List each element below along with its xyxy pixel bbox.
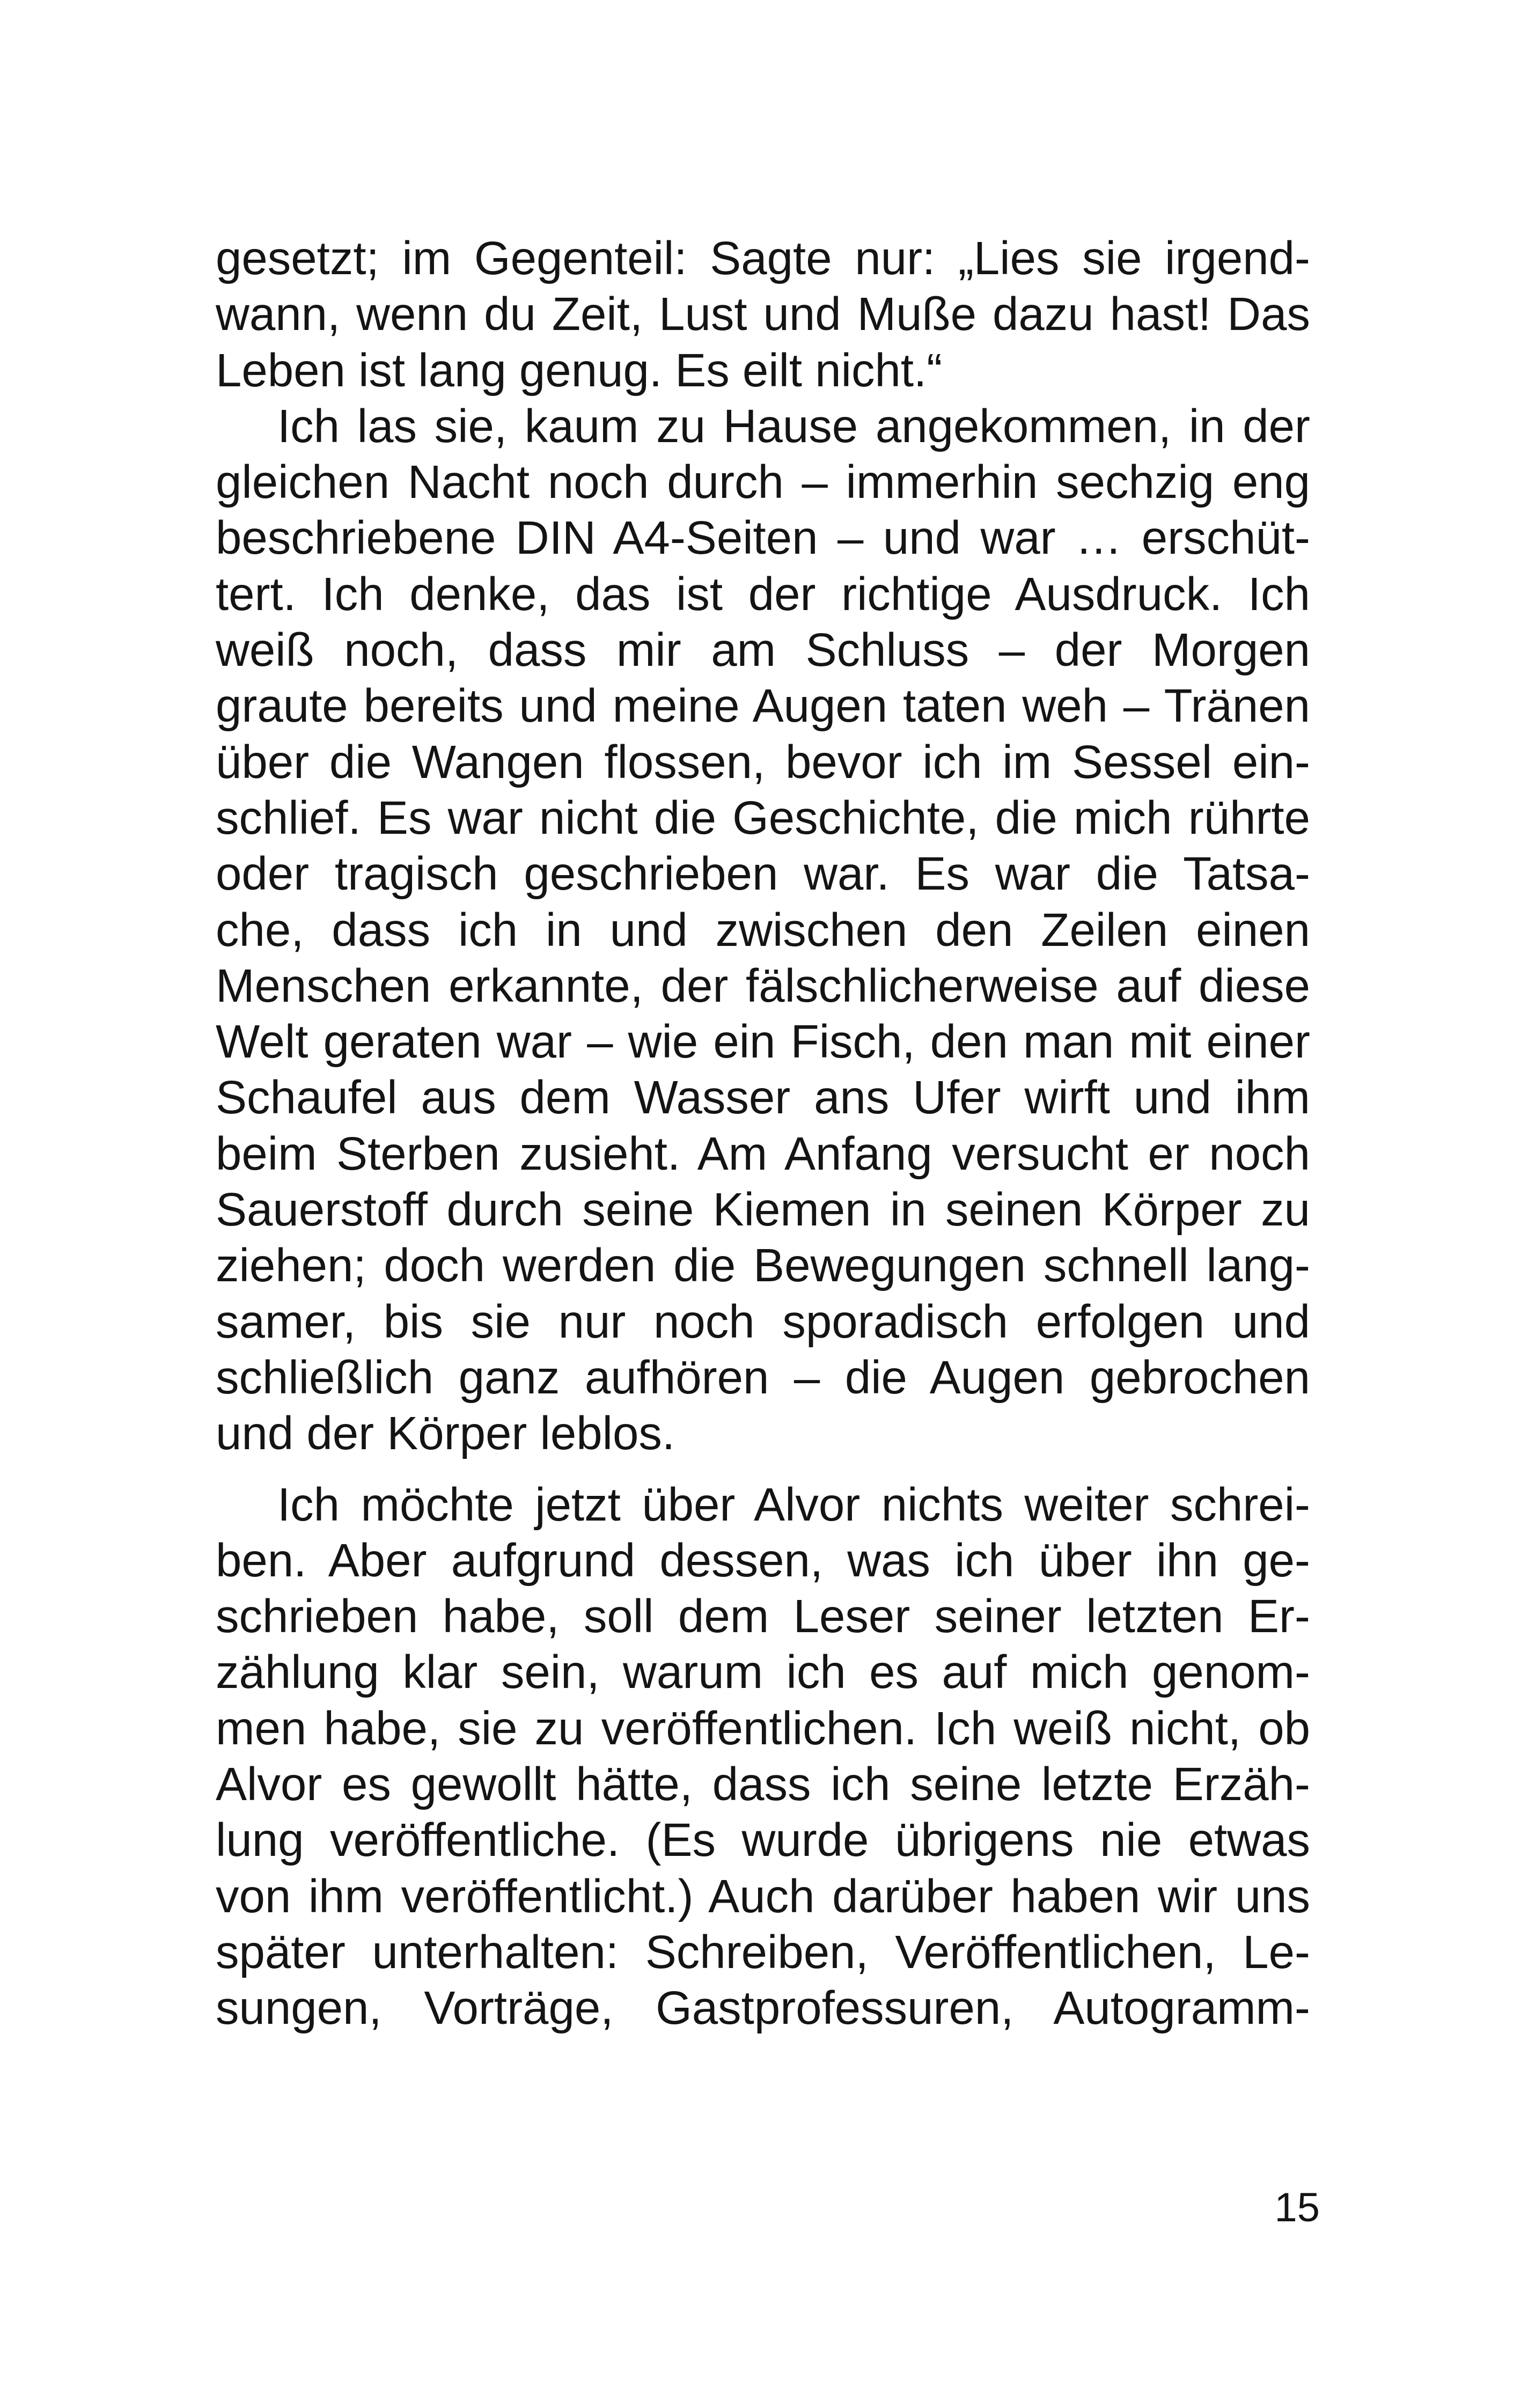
paragraph-3 xyxy=(216,1477,1310,2037)
text-line: schließlich ganz aufhören – die Augen gebrochen xyxy=(216,1351,1310,1404)
text-line: Ich möchte jetzt über Alvor nichts weiter schrei- xyxy=(277,1478,1310,1531)
text-line: Ich las sie, kaum zu Hause angekommen, in der xyxy=(277,400,1310,452)
text-line: Welt geraten war – wie ein Fisch, den man mit einer xyxy=(216,1016,1310,1068)
text-line: und der Körper leblos. xyxy=(216,1407,675,1460)
text-line: Leben ist lang genug. Es eilt nicht.“ xyxy=(216,344,943,397)
text-line: Alvor es gewollt hätte, dass ich seine letzte Erzäh- xyxy=(216,1758,1310,1811)
text-line: zählung klar sein, warum ich es auf mich genom- xyxy=(216,1646,1310,1699)
paragraph-2 xyxy=(216,399,1310,1462)
text-line: später unterhalten: Schreiben, Veröffentlichen, Le- xyxy=(216,1926,1310,1978)
text-line: ben. Aber aufgrund dessen, was ich über ihn ge- xyxy=(216,1534,1310,1587)
text-line: schlief. Es war nicht die Geschichte, die mich rührte xyxy=(216,791,1310,844)
text-line: beschriebene DIN A4-Seiten – und war … erschüt- xyxy=(216,512,1310,564)
text-line: che, dass ich in und zwischen den Zeilen einen xyxy=(216,904,1310,956)
text-line: lung veröffentliche. (Es wurde übrigens nie etwas xyxy=(216,1814,1310,1867)
text-line: von ihm veröffentlicht.) Auch darüber haben wir uns xyxy=(216,1870,1310,1922)
text-line: gesetzt; im Gegenteil: Sagte nur: „Lies sie irgend- xyxy=(216,232,1310,284)
text-line: ziehen; doch werden die Bewegungen schnell lang- xyxy=(216,1239,1310,1292)
text-line: samer, bis sie nur noch sporadisch erfolgen und xyxy=(216,1295,1310,1348)
text-line: weiß noch, dass mir am Schluss – der Morgen xyxy=(216,624,1310,677)
text-line: sungen, Vorträge, Gastprofessuren, Autogramm- xyxy=(216,1982,1310,2035)
text-line: beim Sterben zusieht. Am Anfang versucht er noch xyxy=(216,1127,1310,1180)
text-line: über die Wangen flossen, bevor ich im Sessel ein- xyxy=(216,736,1310,788)
body-text xyxy=(216,231,1310,2037)
text-line: graute bereits und meine Augen taten weh – Tränen xyxy=(216,680,1310,732)
text-line: Schaufel aus dem Wasser ans Ufer wirft und ihm xyxy=(216,1071,1310,1124)
text-line: oder tragisch geschrieben war. Es war die Tatsa- xyxy=(216,848,1310,900)
text-line: gleichen Nacht noch durch – immerhin sechzig eng xyxy=(216,456,1310,509)
text-line: schrieben habe, soll dem Leser seiner letzten Er- xyxy=(216,1590,1310,1643)
text-line: Sauerstoff durch seine Kiemen in seinen Körper zu xyxy=(216,1184,1310,1236)
text-line: wann, wenn du Zeit, Lust und Muße dazu hast! Das xyxy=(216,288,1310,341)
text-line: Menschen erkannte, der fälschlicherweise auf diese xyxy=(216,959,1310,1012)
paragraph-1 xyxy=(216,231,1310,399)
text-line: men habe, sie zu veröffentlichen. Ich weiß nicht, ob xyxy=(216,1702,1310,1754)
page-number: 15 xyxy=(1274,2185,1320,2230)
text-line: tert. Ich denke, das ist der richtige Ausdruck. Ich xyxy=(216,568,1310,620)
